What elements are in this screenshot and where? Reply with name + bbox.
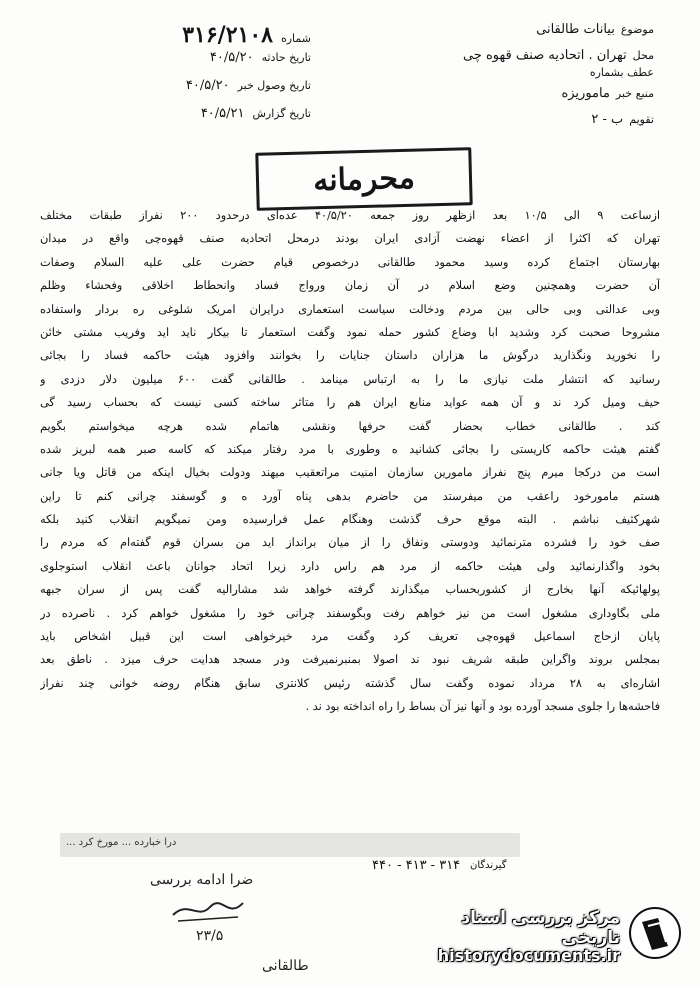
body-line: فاحشه‌ها را جلوی مسجد آورده بود و آنها نیز آن بساط را راه انداخته بود ند .: [305, 700, 660, 714]
number-row: [96, 22, 311, 50]
body-line: حیف ومیل کرد ند و آن همه عواید منابع ایران هم را متاثر ساخته کسی نیست که بحساب رسید گی: [40, 396, 660, 410]
subject-label: موضوع: [620, 23, 654, 36]
body-line: شهرکثیف نباشم . البته موقع حرف گذشت وهنگام عمل فرارسیده ومن نمیگویم انقلاب کنید بلکه: [40, 513, 660, 527]
report-date-label: تاریخ گزارش: [252, 107, 311, 120]
recipients-value: ۴۴۰ - ۴۱۳ - ۳۱۴: [372, 858, 461, 873]
ref-label: عطف بشماره: [589, 66, 654, 79]
body-line: صف خود را فشرده مترنمائید ودوستی ونفاق را از میان برانداز اید من بسران قوم گفته‌ام که مردم را: [40, 536, 660, 550]
header-meta-right: [354, 22, 654, 138]
number-value: ۳۱۶/۲۱۰۸: [182, 22, 273, 48]
event-date-label: تاریخ حادثه: [261, 51, 311, 64]
place-value: تهران . اتحادیه صنف قهوه چی: [462, 48, 627, 63]
body-line: کند . طالقانی خطاب بحضار گفت حرفها ونقشی هاتمام شده هرچه میخواستم بگویم: [40, 419, 660, 433]
event-date-row: [96, 50, 311, 78]
grade-label: تقویم: [629, 113, 654, 126]
signature-name: طالقانی: [262, 958, 309, 974]
subject-value: بیانات طالقانی: [536, 22, 615, 37]
body-line: بهارستان اجتماع کرده وسید محمود طالقانی درخصوص قیام حضرت علی علیه السلام وصفات: [40, 255, 660, 269]
subject-row: [354, 22, 654, 48]
report-date-row: [96, 106, 311, 134]
clipping-text: درا خبارده ... مورخ کرد ...: [66, 837, 177, 848]
body-line: اشاره‌ای به ۲۸ مرداد نموده وگفت سال گذشته رئیس کلانتری سابق هنگام روضه خوانی چند نفراز: [40, 676, 660, 690]
source-label: منبع خبر: [615, 87, 654, 100]
signature-note: ضرا ادامه بررسی: [150, 872, 254, 888]
source-row: [354, 86, 654, 112]
body-line: بخود واگذارنمائید ولی هیئت حاکمه از مرد هم راس دارد زیرا اتحاد جوانان باعث انقلاب استوجلوی: [40, 559, 660, 573]
body-line: هستم مامورخود راعقب من میفرستد من حاضرم بدهی پناه آورد ه و گوسفند چرانی کنم تا راین: [40, 489, 660, 503]
grade-value: ب - ۲: [591, 112, 624, 127]
archive-logo-icon: [628, 906, 682, 960]
body-line: وبی عدالتی وبی حالی بین مردم ودخالت سیاست استعماری درایران امریک شلوغی ره بردار واستفاده: [40, 302, 660, 316]
signature-date: ۲۳/۵: [196, 928, 224, 944]
recipients-label: گیرندگان: [470, 860, 507, 871]
body-line: بمجلس بروند واگراین طبقه شریف نبود ند اصولا بمنبرنمیرفت ودر مسجد هدایت حرف میزد . ناطق بعد: [40, 653, 660, 667]
body-line: گفتم هیئت حاکمه کاریستی را بجائی کشانید ه وطوری با مرد رفتار میکند که کاسه صبر همه لبریز شده: [40, 442, 660, 456]
source-value: ماموریزه: [561, 86, 610, 101]
report-date-value: ۴۰/۵/۲۱: [200, 106, 245, 121]
header-meta-left: [96, 22, 311, 134]
grade-row: [354, 112, 654, 138]
body-line: است من درکجا میرم پنج نفراز مامورین سازمان امنیت مراتعقیب میهند ودولت بخیال اینکه من قاتل ویا جانی: [40, 466, 660, 480]
body-line: ازساعت ۹ الی ۱۰/۵ بعد ازظهر روز جمعه ۴۰/۵/۲۰ عده‌ای درحدود ۲۰۰ نفراز طبقات مختلف: [40, 209, 660, 222]
body-line: رسانید که انتشار ملت نیازی ما را به ارتباس مینامد . طالقانی گفت ۶۰۰ میلیون دلار دزدی و: [40, 372, 660, 386]
receipt-date-value: ۴۰/۵/۲۰: [185, 78, 230, 93]
body-line: ملی بگاوداری مشغول است من نیز خواهم رفت وبگوسفند چرانی خود را مشغول خواهم کرد . ناصرده در: [40, 606, 660, 620]
body-line: آن حضرت وهمچنین وضع اسلام در آن زمان ورواج فساد وانحطاط اخلاقی وفحشاء وظلم: [40, 279, 660, 293]
body-line: تهران که اکثرا از اعضاء نهضت آزادی ایران بودند درمحل اتحادیه صنف قهوه‌چی واقع در میدان: [40, 232, 660, 246]
archive-watermark: [400, 902, 690, 982]
confidential-stamp: محرمانه: [255, 147, 472, 211]
receipt-date-label: تاریخ وصول خبر: [237, 79, 311, 92]
body-line: را نخورید ونگذارید درگوش ما هزاران داستان جنایات را بخوانند وافزود هیئت حاکمه فساد را بجائی: [40, 349, 660, 363]
body-line: پایان ازحاج اسماعیل قهوه‌چی تعریف کرد وگفت مرد خیرخواهی است این قبیل اشخاص باید: [40, 630, 660, 644]
ref-row: [354, 66, 654, 86]
archive-title: مرکز بررسی اسناد تاریخی: [461, 908, 620, 948]
receipt-date-row: [96, 78, 311, 106]
event-date-value: ۴۰/۵/۲۰: [209, 50, 254, 65]
place-label: محل: [632, 49, 654, 62]
signature-scribble: [168, 895, 248, 925]
body-line: پولهائیکه آنها بخارج از کشوربحساب میگذارند گرفته خواهد شد مشارالیه گفت پس از سران جبهه: [40, 583, 660, 597]
report-body: [40, 204, 660, 719]
archive-url: historydocuments.ir: [437, 946, 620, 965]
body-line: مشروحا صحبت کرد وشدید ابا وضاع کشور حمله نمود وگفت استعمار تا بیکار ناید اید وفریب مشتی خائن: [40, 325, 660, 339]
number-label: شماره: [280, 32, 311, 45]
